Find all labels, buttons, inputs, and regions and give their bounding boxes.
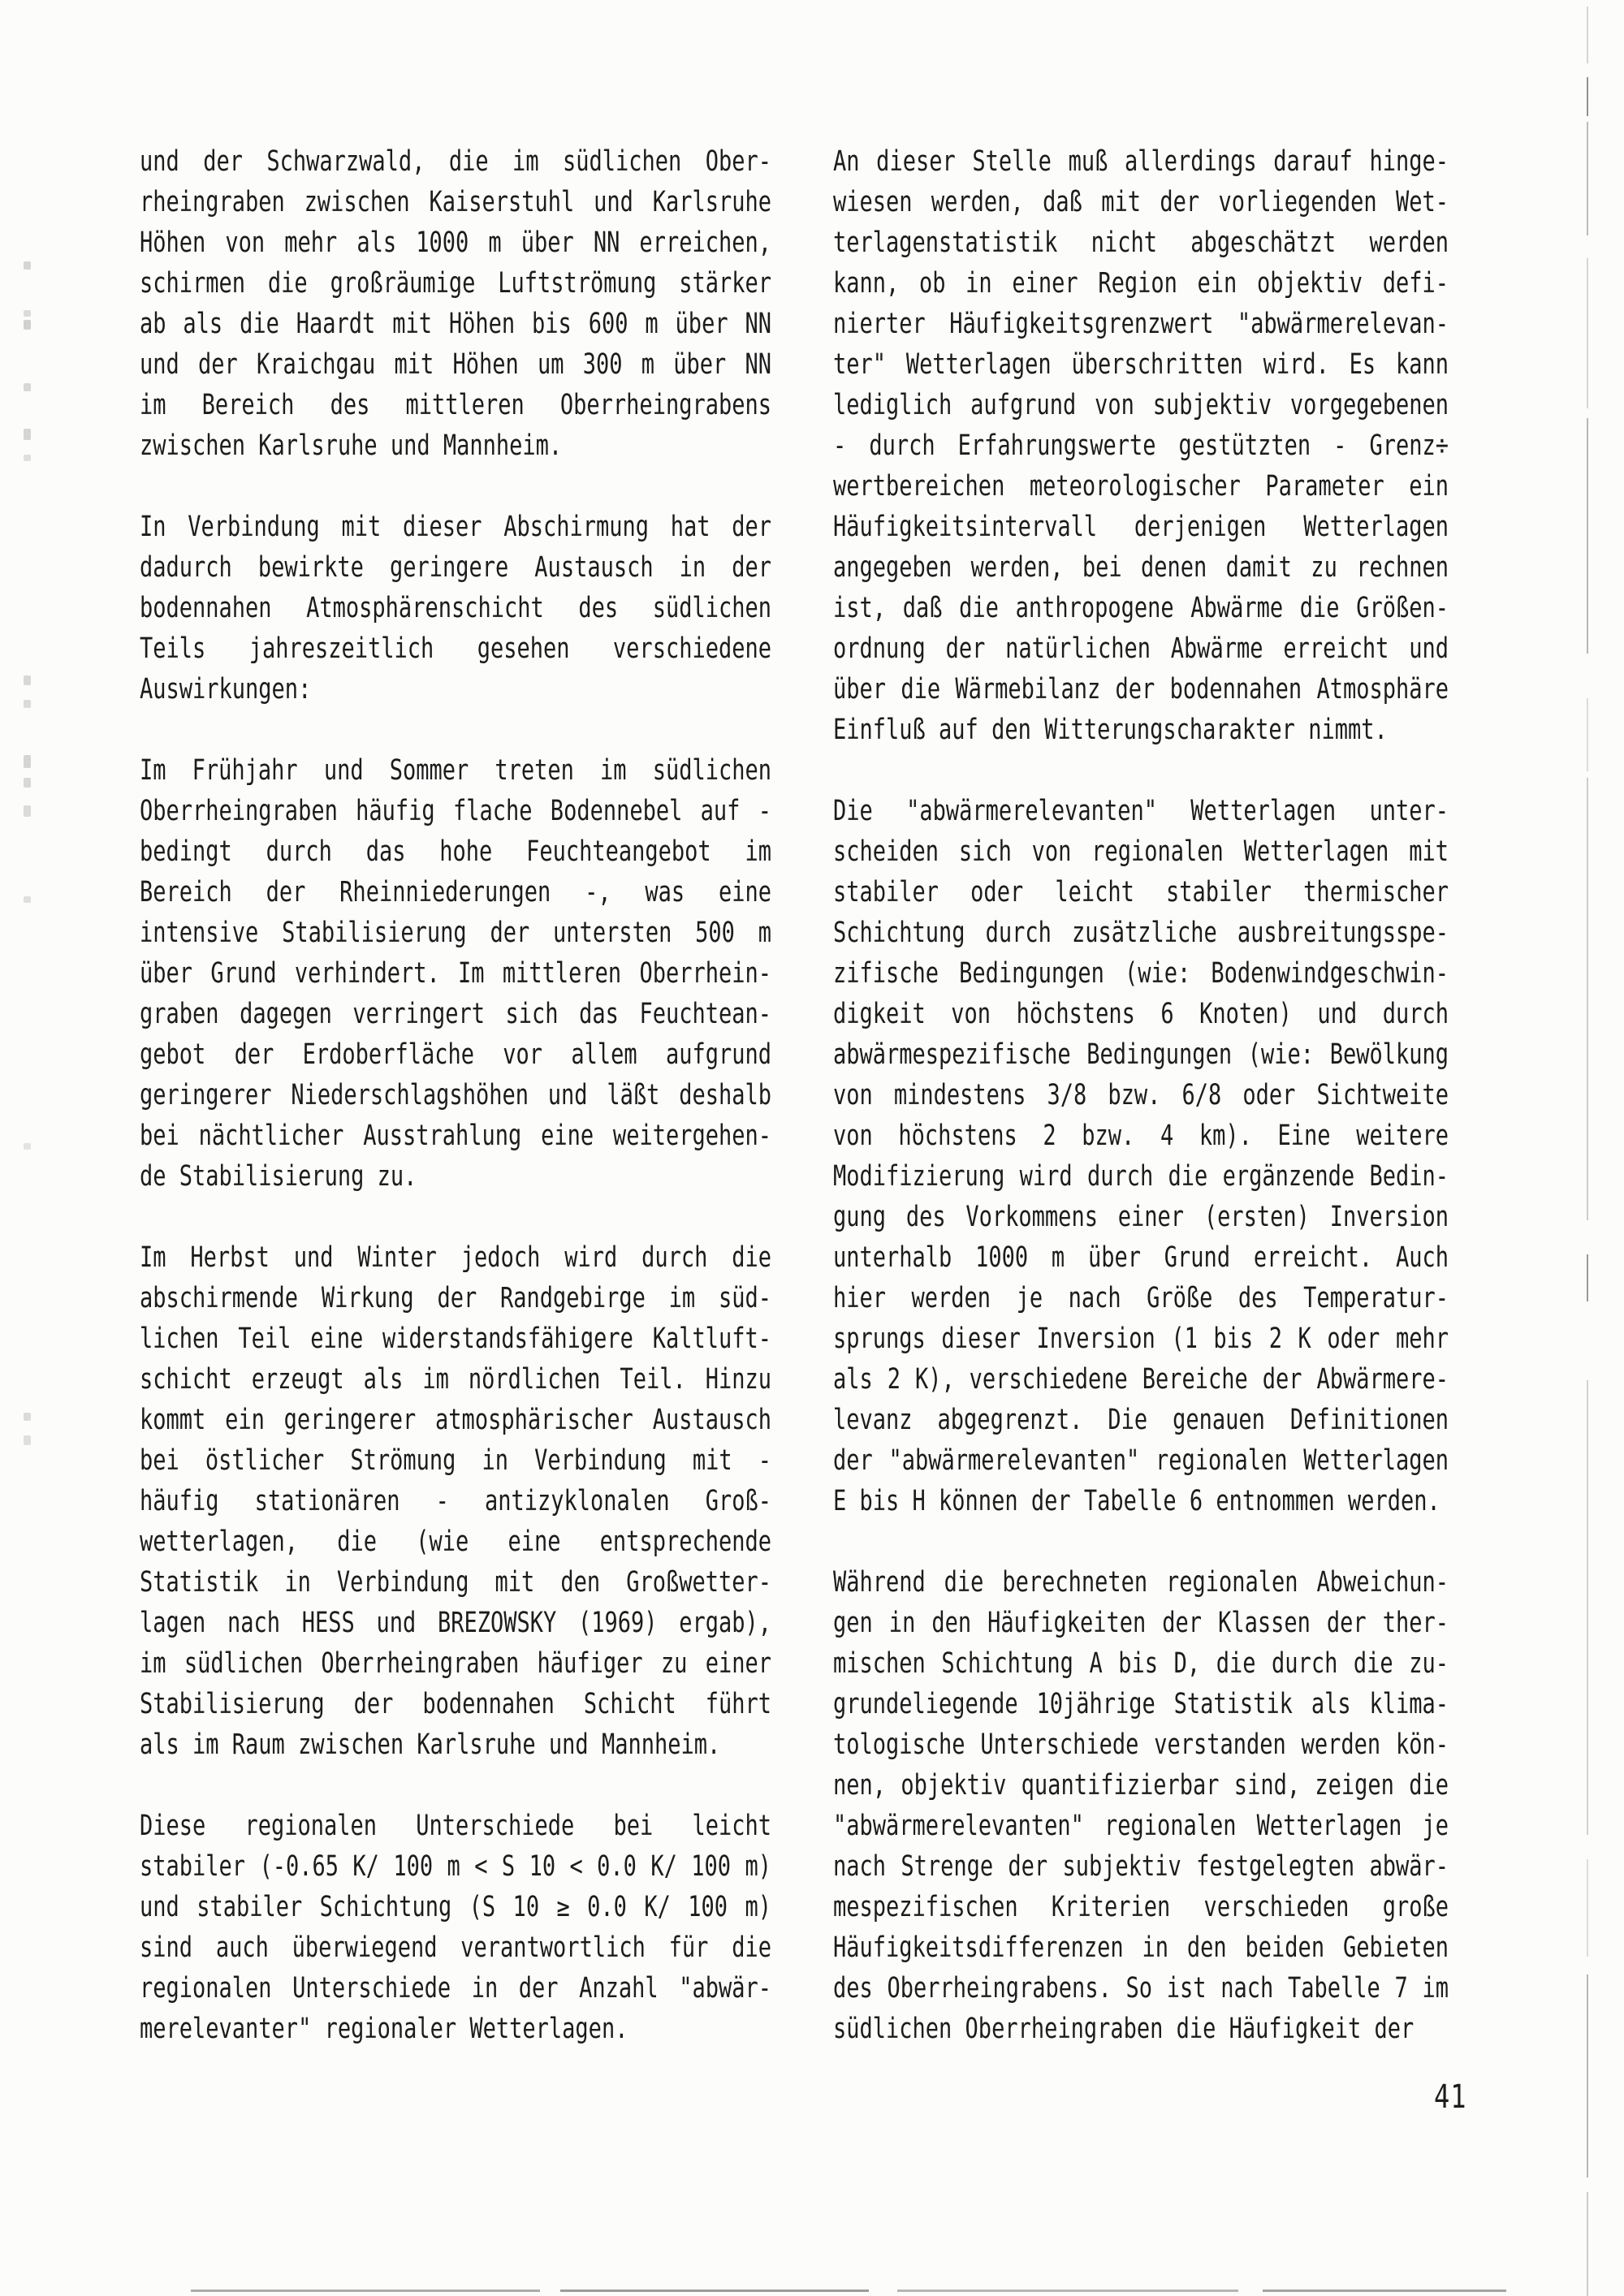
text-line: bedingt durch das hohe Feuchteangebot im (140, 835, 771, 869)
text-line: bei nächtlicher Ausstrahlung eine weitergehen- (140, 1120, 771, 1153)
text-line: Stabilisierung der bodennahen Schicht führt (140, 1688, 771, 1721)
text-line: de Stabilisierung zu. (140, 1160, 417, 1193)
text-line: wertbereichen meteorologischer Parameter ein (833, 470, 1449, 503)
text-line: gen in den Häufigkeiten der Klassen der ther- (833, 1607, 1449, 1640)
text-line: regionalen Unterschiede in der Anzahl "abwär- (140, 1972, 771, 2005)
paragraph (140, 751, 771, 1198)
text-line: hier werden je nach Größe des Temperatur- (833, 1282, 1449, 1315)
text-line: Höhen von mehr als 1000 m über NN erreichen, (140, 227, 771, 260)
text-line: In Verbindung mit dieser Abschirmung hat der (140, 511, 771, 544)
text-line: zwischen Karlsruhe und Mannheim. (140, 429, 563, 463)
text-line: mespezifischen Kriterien verschieden große (833, 1891, 1449, 1924)
text-line: kommt ein geringerer atmosphärischer Austausch (140, 1404, 771, 1437)
text-line: abwärmespezifische Bedingungen (wie: Bewölkung (833, 1038, 1449, 1072)
text-line: Diese regionalen Unterschiede bei leicht (140, 1810, 771, 1843)
paragraph (833, 792, 1449, 1522)
text-line: und der Schwarzwald, die im südlichen Ober- (140, 145, 771, 179)
text-line: terlagenstatistik nicht abgeschätzt werden (833, 227, 1449, 260)
text-line: unterhalb 1000 m über Grund erreicht. Auch (833, 1241, 1449, 1275)
text-line: Statistik in Verbindung mit den Großwetter- (140, 1566, 771, 1599)
text-line: Häufigkeitsintervall derjenigen Wetterlagen (833, 511, 1449, 544)
text-line: lagen nach HESS und BREZOWSKY (1969) ergab), (140, 1607, 771, 1640)
paragraph (140, 1238, 771, 1766)
text-line: abschirmende Wirkung der Randgebirge im süd- (140, 1282, 771, 1315)
text-line: - durch Erfahrungswerte gestützten - Grenz÷ (833, 429, 1449, 463)
paragraph (833, 1563, 1449, 2050)
text-line: Einfluß auf den Witterungscharakter nimmt. (833, 714, 1388, 747)
text-line: Modifizierung wird durch die ergänzende Bedin- (833, 1160, 1449, 1193)
paragraph (833, 142, 1449, 751)
text-line: angegeben werden, bei denen damit zu rechnen (833, 551, 1449, 585)
text-line: nierter Häufigkeitsgrenzwert "abwärmerelevan- (833, 308, 1449, 341)
text-line: als 2 K), verschiedene Bereiche der Abwärmere- (833, 1363, 1449, 1396)
text-line: von mindestens 3/8 bzw. 6/8 oder Sichtweite (833, 1079, 1449, 1112)
text-line: stabiler oder leicht stabiler thermischer (833, 876, 1449, 909)
paragraph (140, 1806, 771, 2050)
text-line: Im Frühjahr und Sommer treten im südlichen (140, 754, 771, 788)
text-line: zifische Bedingungen (wie: Bodenwindgeschwin- (833, 957, 1449, 990)
text-line: Teils jahreszeitlich gesehen verschiedene (140, 632, 771, 666)
paragraph (140, 142, 771, 467)
text-line: "abwärmerelevanten" regionalen Wetterlagen je (833, 1810, 1449, 1843)
text-line: häufig stationären - antizyklonalen Groß- (140, 1485, 771, 1518)
text-line: und stabiler Schichtung (S 10 ≥ 0.0 K/ 100 m) (140, 1891, 771, 1924)
text-line: über die Wärmebilanz der bodennahen Atmosphäre (833, 673, 1449, 706)
text-line: levanz abgegrenzt. Die genauen Definitionen (833, 1404, 1449, 1437)
text-line: mischen Schichtung A bis D, die durch die zu- (833, 1647, 1449, 1681)
text-line: Oberrheingraben häufig flache Bodennebel auf - (140, 795, 771, 828)
text-line: ab als die Haardt mit Höhen bis 600 m über NN (140, 308, 771, 341)
text-line: kann, ob in einer Region ein objektiv defi- (833, 267, 1449, 300)
text-line: Im Herbst und Winter jedoch wird durch die (140, 1241, 771, 1275)
text-line: südlichen Oberrheingraben die Häufigkeit der (833, 2013, 1415, 2046)
text-line: nach Strenge der subjektiv festgelegten abwär- (833, 1850, 1449, 1884)
text-line: grundeliegende 10jährige Statistik als klima- (833, 1688, 1449, 1721)
text-line: ter" Wetterlagen überschritten wird. Es kann (833, 348, 1449, 382)
text-line: merelevanter" regionaler Wetterlagen. (140, 2013, 628, 2046)
text-line: bodennahen Atmosphärenschicht des südlichen (140, 592, 771, 625)
text-line: von höchstens 2 bzw. 4 km). Eine weitere (833, 1120, 1449, 1153)
text-line: geringerer Niederschlagshöhen und läßt deshalb (140, 1079, 771, 1112)
text-line: sind auch überwiegend verantwortlich für die (140, 1931, 771, 1965)
text-line: wetterlagen, die (wie eine entsprechende (140, 1526, 771, 1559)
text-line: Auswirkungen: (140, 673, 312, 706)
text-line: lichen Teil eine widerstandsfähigere Kaltluft- (140, 1323, 771, 1356)
text-line: bei östlicher Strömung in Verbindung mit - (140, 1444, 771, 1478)
text-line: ordnung der natürlichen Abwärme erreicht und (833, 632, 1449, 666)
text-line: gebot der Erdoberfläche vor allem aufgrund (140, 1038, 771, 1072)
text-line: lediglich aufgrund von subjektiv vorgegebenen (833, 389, 1449, 422)
text-line: sprungs dieser Inversion (1 bis 2 K oder mehr (833, 1323, 1449, 1356)
text-line: scheiden sich von regionalen Wetterlagen mit (833, 835, 1449, 869)
text-line: im südlichen Oberrheingraben häufiger zu einer (140, 1647, 771, 1681)
text-line: nen, objektiv quantifizierbar sind, zeigen die (833, 1769, 1449, 1802)
text-line: Häufigkeitsdifferenzen in den beiden Gebieten (833, 1931, 1449, 1965)
text-line: stabiler (-0.65 K/ 100 m < S 10 < 0.0 K/ 100 m) (140, 1850, 771, 1884)
text-line: digkeit von höchstens 6 Knoten) und durch (833, 998, 1449, 1031)
text-line: graben dagegen verringert sich das Feuchtean- (140, 998, 771, 1031)
text-line: als im Raum zwischen Karlsruhe und Mannheim. (140, 1728, 721, 1762)
text-line: ist, daß die anthropogene Abwärme die Größen- (833, 592, 1449, 625)
text-line: über Grund verhindert. Im mittleren Oberrhein- (140, 957, 771, 990)
text-line: E bis H können der Tabelle 6 entnommen werden. (833, 1485, 1440, 1518)
text-line: An dieser Stelle muß allerdings darauf hinge- (833, 145, 1449, 179)
text-line: Während die berechneten regionalen Abweichun- (833, 1566, 1449, 1599)
text-line: schicht erzeugt als im nördlichen Teil. Hinzu (140, 1363, 771, 1396)
right-text-column (833, 142, 1449, 2091)
text-line: tologische Unterschiede verstanden werden kön- (833, 1728, 1449, 1762)
left-text-column (140, 142, 771, 2091)
text-line: der "abwärmerelevanten" regionalen Wetterlagen (833, 1444, 1449, 1478)
text-line: schirmen die großräumige Luftströmung stärker (140, 267, 771, 300)
text-line: dadurch bewirkte geringere Austausch in der (140, 551, 771, 585)
text-line: rheingraben zwischen Kaiserstuhl und Karlsruhe (140, 186, 771, 219)
page-number: 41 (1434, 2077, 1467, 2116)
text-line: und der Kraichgau mit Höhen um 300 m über NN (140, 348, 771, 382)
text-line: gung des Vorkommens einer (ersten) Inversion (833, 1201, 1449, 1234)
text-line: im Bereich des mittleren Oberrheingrabens (140, 389, 771, 422)
text-line: Die "abwärmerelevanten" Wetterlagen unter- (833, 795, 1449, 828)
text-line: intensive Stabilisierung der untersten 500 m (140, 917, 771, 950)
text-line: Schichtung durch zusätzliche ausbreitungsspe- (833, 917, 1449, 950)
paragraph (140, 507, 771, 710)
text-line: Bereich der Rheinniederungen -, was eine (140, 876, 771, 909)
text-line: des Oberrheingrabens. So ist nach Tabelle 7 im (833, 1972, 1449, 2005)
text-line: wiesen werden, daß mit der vorliegenden Wet- (833, 186, 1449, 219)
